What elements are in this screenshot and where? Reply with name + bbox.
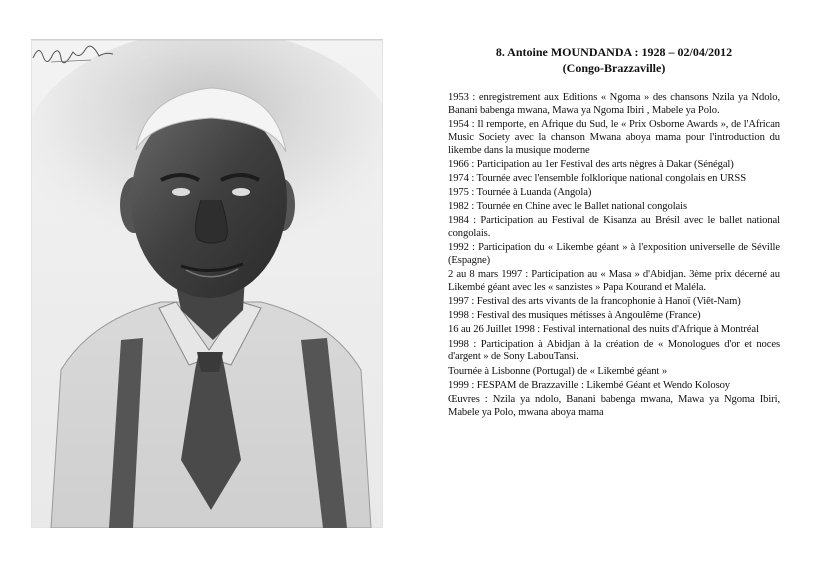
chronology-item: 1998 : Participation à Abidjan à la création de « Monologues d'or et noces d'argent » de Sony LabouTansi. bbox=[448, 338, 780, 363]
chronology-item: 1992 : Participation du « Likembe géant » à l'exposition universelle de Séville (Espagne) bbox=[448, 242, 780, 267]
chronology-item: Tournée à Lisbonne (Portugal) de « Likembé géant » bbox=[448, 365, 668, 377]
page-subtitle: (Congo-Brazzaville) bbox=[562, 61, 666, 75]
portrait-sketch-icon bbox=[31, 40, 383, 528]
chronology-item: 1997 : Festival des arts vivants de la francophonie à Hanoï (Viêt-Nam) bbox=[448, 296, 741, 308]
chronology-item: 1975 : Tournée à Luanda (Angola) bbox=[448, 187, 592, 199]
chronology-item: 1982 : Tournée en Chine avec le Ballet national congolais bbox=[448, 201, 688, 213]
chronology-item: 2 au 8 mars 1997 : Participation au « Masa » d'Abidjan. 3ème prix décerné au Likembé géant avec les « sanzistes » Papa Kourand et Maléla. bbox=[448, 269, 780, 294]
chronology-item: 1953 : enregistrement aux Editions « Ngoma » des chansons Nzila ya Ndolo, Banani babenga mwana, Mawa ya Ngoma Ibiri , Mabele ya Polo. bbox=[448, 92, 780, 116]
chronology-item: 16 au 26 Juillet 1998 : Festival international des nuits d'Afrique à Montréal bbox=[448, 324, 759, 336]
chronology-item: 1954 : Il remporte, en Afrique du Sud, le « Prix Osborne Awards », de l'African Music Society avec la chanson Mwana aboya mama pour l'introduction du likembe dans la musique moderne bbox=[448, 119, 780, 156]
portrait-drawing bbox=[31, 39, 383, 528]
chronology-item: 1984 : Participation au Festival de Kisanza au Brésil avec le ballet national congolais. bbox=[448, 215, 780, 240]
biography-text bbox=[448, 44, 780, 421]
chronology-item: 1999 : FESPAM de Brazzaville : Likembé Géant et Wendo Kolosoy bbox=[448, 379, 730, 391]
chronology-item: 1974 : Tournée avec l'ensemble folklorique national congolais en URSS bbox=[448, 173, 746, 184]
chronology-item: 1966 : Participation au 1er Festival des arts nègres à Dakar (Sénégal) bbox=[448, 158, 734, 170]
page-title: 8. Antoine MOUNDANDA : 1928 – 02/04/2012 bbox=[495, 45, 733, 59]
chronology-item: Œuvres : Nzila ya ndolo, Banani babenga mwana, Mawa ya Ngoma Ibiri, Mabele ya Polo, mwana aboya mama bbox=[448, 393, 780, 418]
chronology-item: 1998 : Festival des musiques métisses à Angoulême (France) bbox=[448, 310, 701, 322]
chronology-list bbox=[448, 92, 780, 420]
signature-icon bbox=[31, 40, 115, 66]
